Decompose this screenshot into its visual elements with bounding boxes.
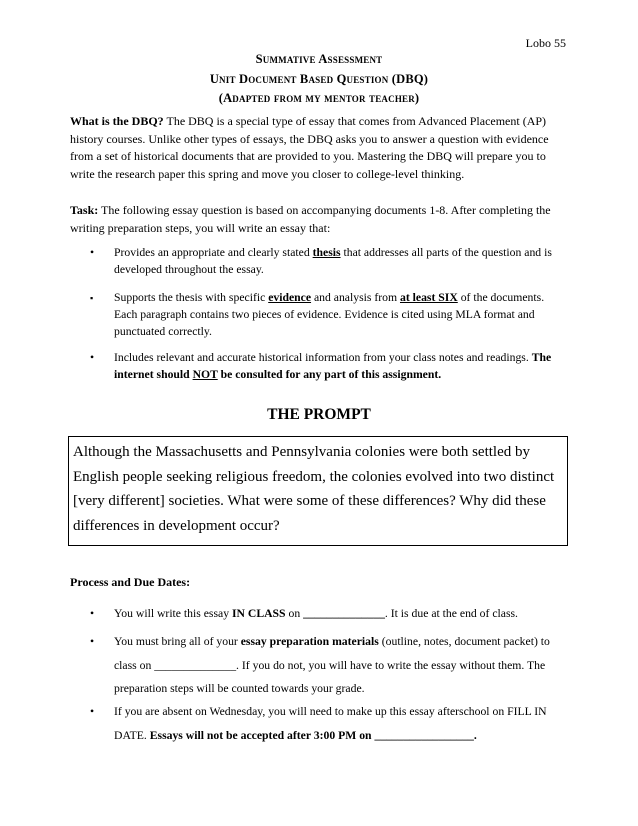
bullet-icon: • [90, 635, 95, 648]
square-bullet-icon: ▪ [90, 293, 94, 303]
deadline-blank: _________________ [374, 728, 474, 742]
page-header-label: Lobo 55 [525, 36, 566, 50]
prompt-heading: THE PROMPT [267, 406, 371, 423]
item-text-part: (outline, notes, document packet) to class on ______________. If you do not, you will have to write the essay without them. The preparation steps will be counted towards your grade. [114, 635, 550, 695]
bullet-text-part: of the documents. Each paragraph contains two pieces of evidence. Evidence is cited using MLA format and punctuated correctly. [114, 291, 545, 338]
prompt-box: Although the Massachusetts and Pennsylvania colonies were both settled by English people seeking religious freedom, the colonies evolved into two distinct [very different] societies. What were some of these differences? Why did these differences in development occur? [68, 436, 568, 546]
title-line-2: Unit Document Based Question (DBQ) [209, 72, 429, 86]
intro-paragraph [70, 113, 570, 183]
item-text-part: You must bring all of your [114, 635, 241, 648]
bullet-text-part: and analysis from [311, 291, 400, 304]
item-text-part: . [473, 728, 477, 742]
task-paragraph [70, 202, 570, 237]
task-heading: Task: [70, 203, 99, 217]
intro-heading: What is the DBQ? [70, 114, 164, 128]
materials-emphasis: essay preparation materials [240, 635, 379, 648]
bullet-icon: • [90, 351, 95, 364]
warning-text: be consulted for any part of this assignment. [217, 367, 442, 381]
at-least-six-emphasis: at least SIX [399, 291, 458, 304]
bullet-icon: • [90, 705, 95, 718]
bullet-text-part: Includes relevant and accurate historical information from your class notes and readings. [114, 351, 529, 364]
item-text-part: If you are absent on Wednesday, you will need to make up this essay afterschool on FILL IN DATE. [114, 705, 547, 742]
thesis-emphasis: thesis [312, 246, 341, 259]
bullet-text-part: that addresses all parts of the question and is developed throughout the essay. [114, 246, 552, 276]
item-text-part: on [285, 607, 304, 620]
bullet-icon: • [90, 246, 95, 259]
deadline-emphasis: Essays will not be accepted after 3:00 PM on [149, 728, 375, 742]
bullet-text-part: Provides an appropriate and clearly stated [114, 246, 313, 259]
title-line-3: (Adapted from my mentor teacher) [218, 91, 420, 105]
process-heading: Process and Due Dates: [70, 575, 191, 589]
task-body: The following essay question is based on accompanying documents 1-8. After completing the writing preparation steps, you will write an essay that: [70, 203, 551, 235]
warning-text: The internet should [114, 351, 552, 381]
intro-body: The DBQ is a special type of essay that comes from Advanced Placement (AP) history courses. Unlike other types of essays, the DBQ asks you to answer a question with evidence from a set of historical documents that are provided to you. Mastering the DBQ will prepare you to write the research paper this spring and move you closer to college-level thinking. [70, 114, 549, 181]
date-blank: ______________ [303, 607, 385, 620]
item-text-part: . It is due at the end of class. [384, 607, 518, 620]
title-line-1: Summative Assessment [255, 52, 383, 66]
in-class-emphasis: IN CLASS [231, 607, 286, 620]
bullet-icon: • [90, 607, 95, 620]
bullet-text-part: Supports the thesis with specific [114, 291, 269, 304]
item-text-part: You will write this essay [114, 607, 232, 620]
not-emphasis: NOT [192, 367, 218, 381]
evidence-emphasis: evidence [268, 291, 312, 304]
